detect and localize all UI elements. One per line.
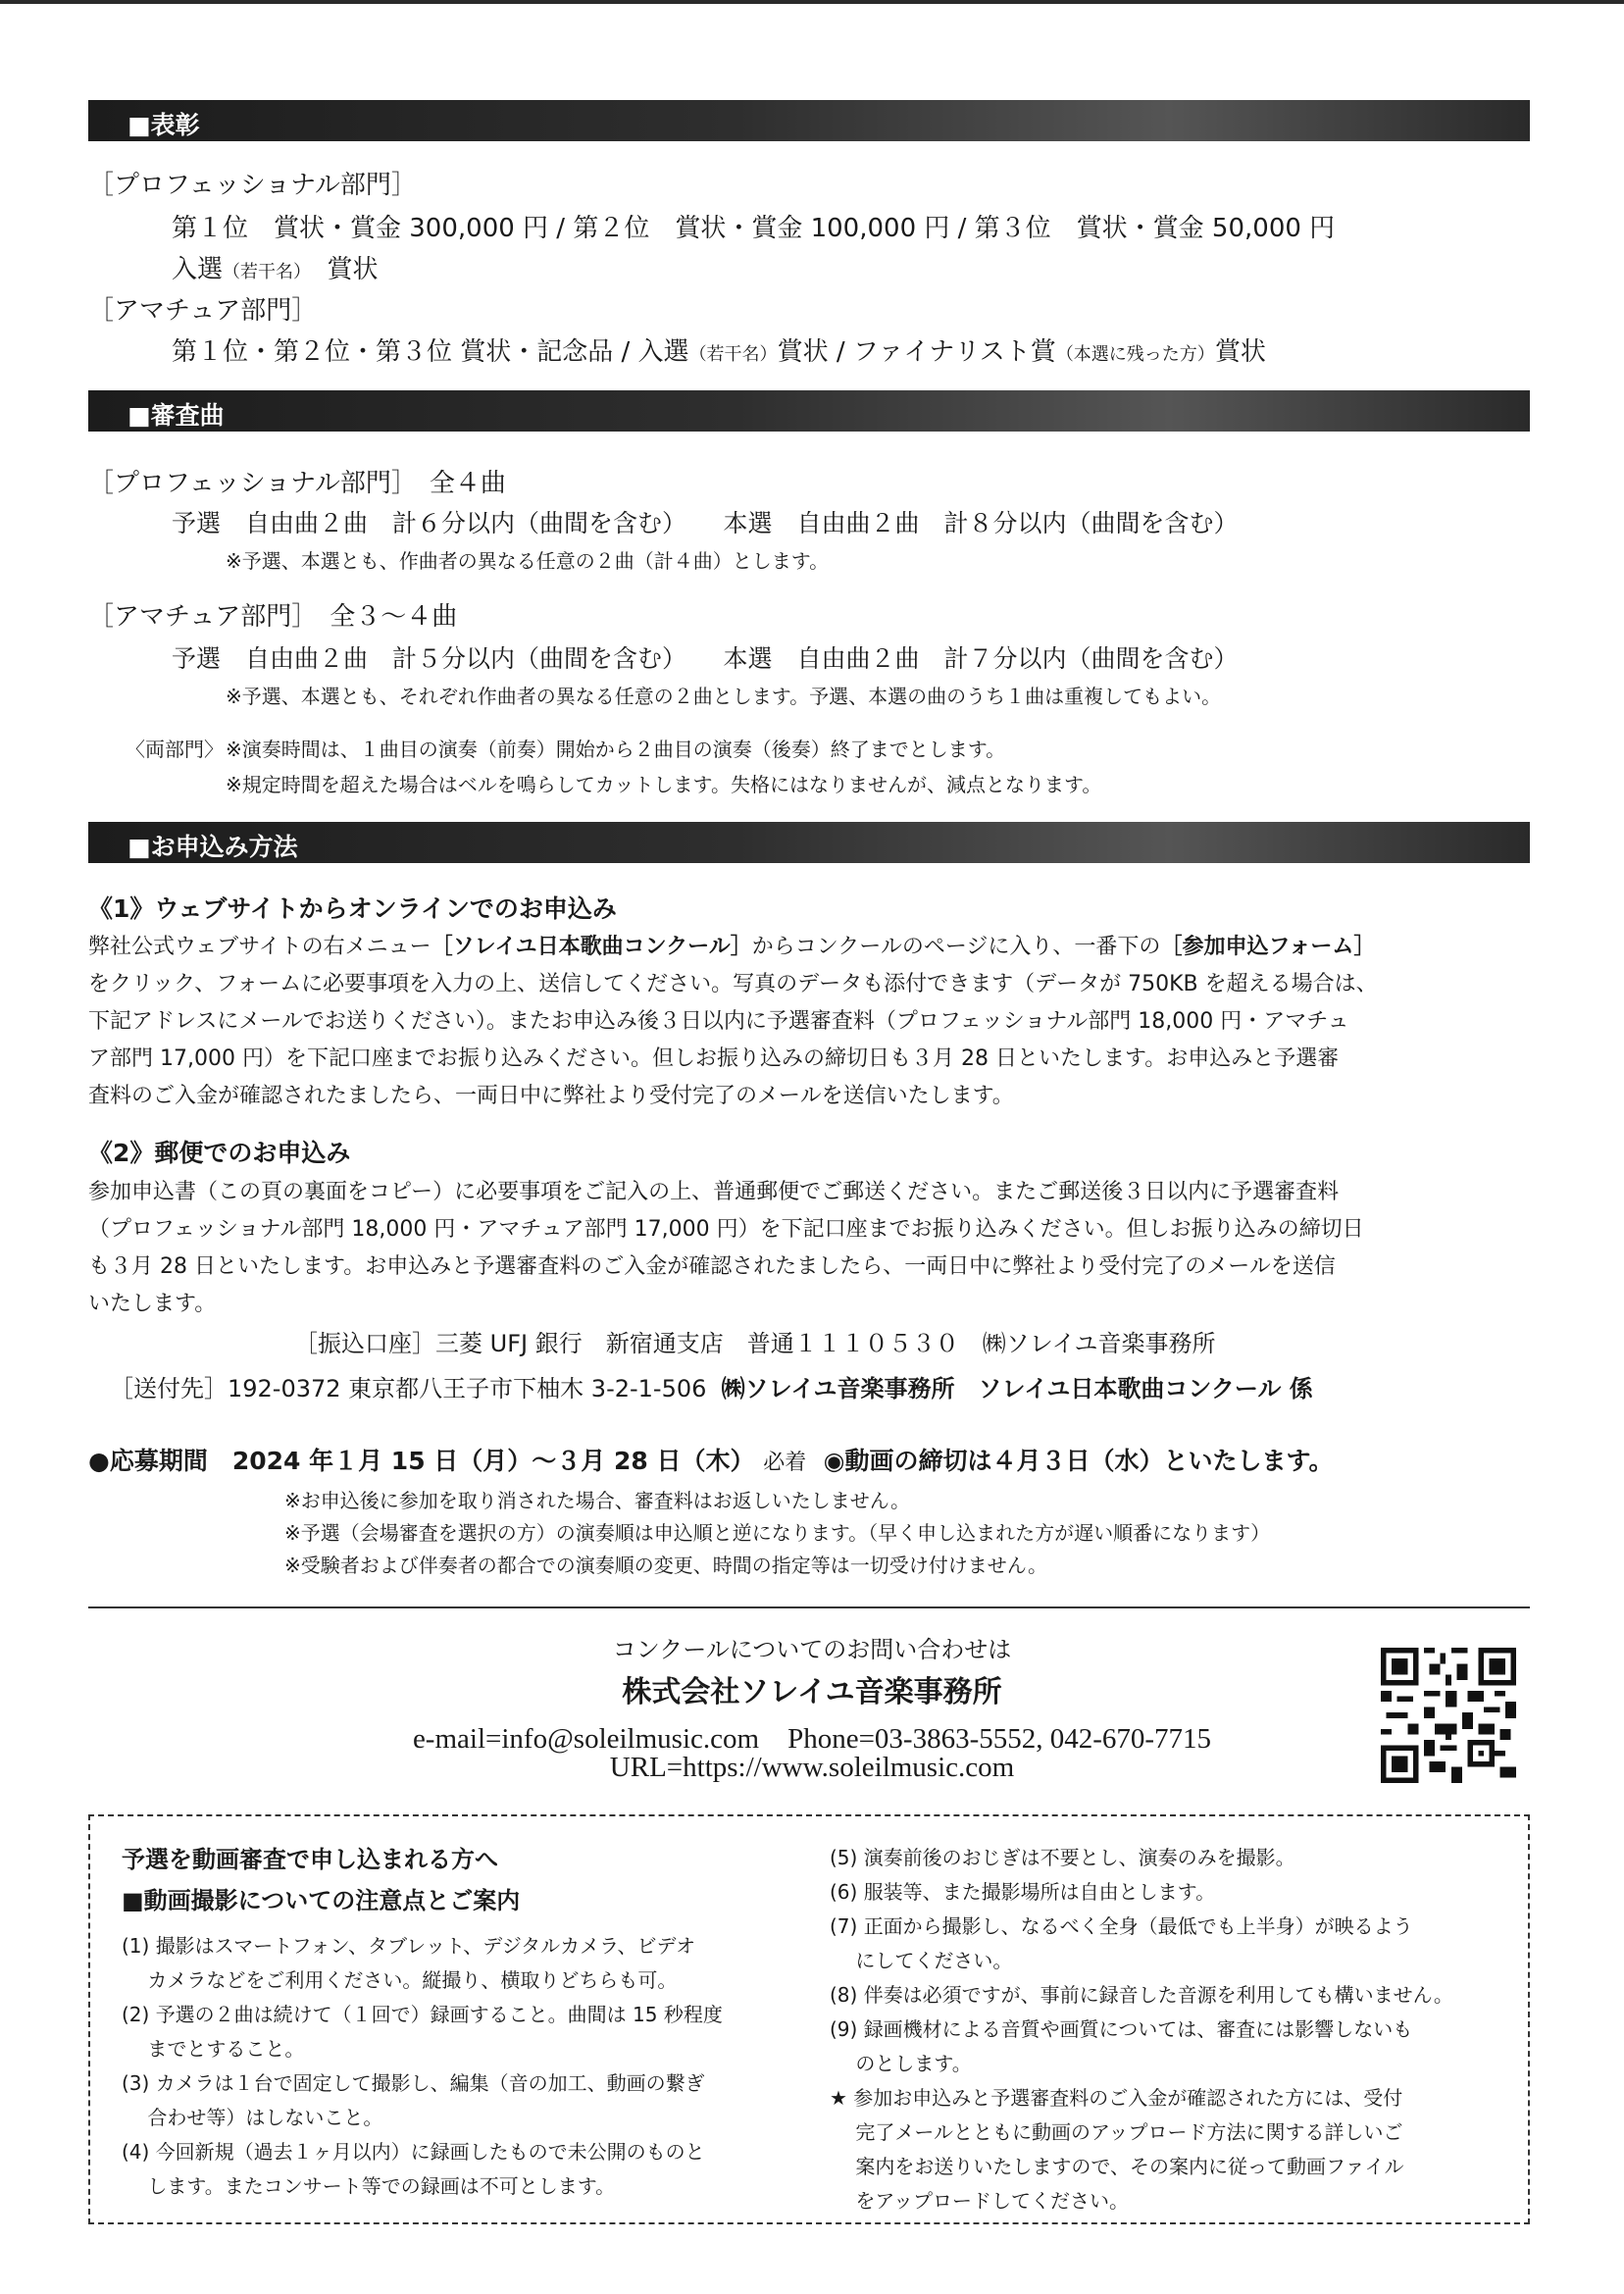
video-right-line-3: (7) 正面から撮影し、なるべく全身（最低でも上半身）が映るよう bbox=[830, 1914, 1413, 1938]
pieces-amateur-line: 予選 自由曲２曲 計５分以内（曲間を含む） 本選 自由曲２曲 計７分以内（曲間を含む） bbox=[172, 644, 1239, 673]
pieces-both-label: 〈両部門〉 bbox=[126, 738, 224, 761]
video-right-line-1: (5) 演奏前後のおじぎは不要とし、演奏のみを撮影。 bbox=[830, 1846, 1295, 1869]
video-left-line-5: (3) カメラは１台で固定して撮影し、編集（音の加工、動画の繋ぎ bbox=[122, 2071, 705, 2095]
section-header-awards bbox=[88, 100, 1530, 141]
apply-online-heading: 《1》ウェブサイトからオンラインでのお申込み bbox=[88, 894, 617, 923]
apply-mail-heading: 《2》郵便でのお申込み bbox=[88, 1139, 351, 1167]
contact-lead: コンクールについてのお問い合わせは bbox=[612, 1636, 1012, 1663]
awards-amateur-line-b: （若干名） bbox=[688, 344, 778, 365]
application-period bbox=[88, 1442, 1333, 1477]
awards-amateur-line-e: 賞状 bbox=[1214, 337, 1266, 367]
section-header-pieces bbox=[88, 390, 1530, 432]
period-note-1: ※お申込後に参加を取り消された場合、審査料はお返しいたしません。 bbox=[284, 1489, 910, 1512]
awards-amateur-line-d: （本選に残った方） bbox=[1055, 344, 1215, 365]
contact-company: 株式会社ソレイユ音楽事務所 bbox=[622, 1675, 1002, 1709]
apply-online-p1-a: 弊社公式ウェブサイトの右メニュー bbox=[88, 935, 431, 959]
mailing-address-a: ［送付先］192-0372 東京都八王子市下柚木 3-2-1-506 bbox=[110, 1375, 707, 1402]
awards-pro-line1: 第１位 賞状・賞金 300,000 円 / 第２位 賞状・賞金 100,000 円 / 第３位 賞状・賞金 50,000 円 bbox=[172, 214, 1336, 243]
video-right-line-10: 案内をお送りいたしますので、その案内に従って動画ファイル bbox=[830, 2155, 1404, 2178]
video-left-line-1: (1) 撮影はスマートフォン、タブレット、デジタルカメラ、ビデオ bbox=[122, 1934, 696, 1958]
apply-online-p1-b: ［ソレイユ日本歌曲コンクール］ bbox=[431, 935, 752, 959]
video-right-line-4: にしてください。 bbox=[830, 1949, 1013, 1972]
awards-pro-line2-c: 賞状 bbox=[327, 255, 379, 284]
pieces-amateur-label: ［アマチュア部門］ 全３～４曲 bbox=[88, 602, 458, 632]
contact-email-phone: e-mail=info@soleilmusic.com Phone=03-3863-5552, 042-670-7715 bbox=[412, 1723, 1212, 1755]
qr-code-icon bbox=[1381, 1648, 1516, 1783]
video-right-line-5: (8) 伴奏は必須ですが、事前に録音した音源を利用しても構いません。 bbox=[830, 1983, 1453, 2007]
apply-online-p4: ア部門 17,000 円）を下記口座までお振り込みください。但しお振り込みの締切日も３月 28 日といたします。お申込みと予選審 bbox=[88, 1046, 1340, 1071]
apply-online-p1-d: ［参加申込フォーム］ bbox=[1160, 935, 1376, 959]
video-right-line-2: (6) 服装等、また撮影場所は自由とします。 bbox=[830, 1880, 1216, 1904]
bank-account: ［振込口座］三菱 UFJ 銀行 新宿通支店 普通１１１０５３０ ㈱ソレイユ音楽事務所 bbox=[294, 1330, 1216, 1357]
pieces-pro-line: 予選 自由曲２曲 計６分以内（曲間を含む） 本選 自由曲２曲 計８分以内（曲間を含む） bbox=[172, 509, 1239, 537]
apply-online-p1 bbox=[88, 930, 1375, 960]
apply-online-p5: 査料のご入金が確認されたましたら、一両日中に弊社より受付完了のメールを送信いたします。 bbox=[88, 1084, 1014, 1108]
period-note-2: ※予選（会場審査を選択の方）の演奏順は申込順と逆になります。（早く申し込まれた方が遅い順番になります） bbox=[284, 1521, 1271, 1545]
video-right-line-11: をアップロードしてください。 bbox=[830, 2189, 1129, 2213]
contact-url[interactable]: URL=https://www.soleilmusic.com bbox=[609, 1752, 1015, 1783]
section-header-apply bbox=[88, 822, 1530, 863]
awards-amateur-label: ［アマチュア部門］ bbox=[88, 296, 318, 326]
video-right-line-7: のとします。 bbox=[830, 2052, 972, 2075]
video-right-line-8: ★ 参加お申込みと予選審査料のご入金が確認された方には、受付 bbox=[830, 2086, 1403, 2110]
section-title-awards: ■表彰 bbox=[127, 111, 200, 139]
video-left-line-8: します。またコンサート等での録画は不可とします。 bbox=[122, 2174, 616, 2198]
apply-mail-p4: いたします。 bbox=[88, 1292, 217, 1316]
period-note-3: ※受験者および伴奏者の都合での演奏順の変更、時間の指定等は一切受け付けません。 bbox=[284, 1554, 1047, 1577]
apply-mail-p1: 参加申込書（この頁の裏面をコピー）に必要事項をご記入の上、普通郵便でご郵送ください。またご郵送後３日以内に予選審査料 bbox=[88, 1180, 1340, 1204]
application-period-b: 必着 bbox=[763, 1451, 807, 1475]
awards-pro-line2-b: （若干名） bbox=[223, 262, 312, 282]
apply-mail-p2: （プロフェッショナル部門 18,000 円・アマチュア部門 17,000 円）を下記口座までお振り込みください。但しお振り込みの締切日 bbox=[88, 1217, 1364, 1242]
pieces-both-note1: ※演奏時間は、１曲目の演奏（前奏）開始から２曲目の演奏（後奏）終了までとします。 bbox=[226, 738, 1006, 761]
video-left-line-2: カメラなどをご利用ください。縦撮り、横取りどちらも可。 bbox=[122, 1968, 678, 1992]
video-left-line-7: (4) 今回新規（過去１ヶ月以内）に録画したもので未公開のものと bbox=[122, 2140, 705, 2164]
video-left-line-4: までとすること。 bbox=[122, 2037, 305, 2061]
awards-amateur-line bbox=[172, 331, 1266, 368]
awards-pro-label: ［プロフェッショナル部門］ bbox=[88, 171, 417, 200]
pieces-amateur-note: ※予選、本選とも、それぞれ作曲者の異なる任意の２曲とします。予選、本選の曲のうち１曲は重複してもよい。 bbox=[226, 685, 1222, 708]
video-subheading: ■動画撮影についての注意点とご案内 bbox=[122, 1887, 521, 1914]
pieces-pro-label: ［プロフェッショナル部門］ 全４曲 bbox=[88, 469, 506, 498]
mailing-address-b: ㈱ソレイユ音楽事務所 ソレイユ日本歌曲コンクール 係 bbox=[721, 1375, 1313, 1402]
video-right-line-9: 完了メールとともに動画のアップロード方法に関する詳しいご bbox=[830, 2120, 1403, 2144]
video-heading: 予選を動画審査で申し込まれる方へ bbox=[122, 1846, 498, 1873]
pieces-pro-note: ※予選、本選とも、作曲者の異なる任意の２曲（計４曲）とします。 bbox=[226, 549, 830, 573]
video-left-line-3: (2) 予選の２曲は続けて（１回で）録画すること。曲間は 15 秒程度 bbox=[122, 2003, 723, 2026]
apply-online-p1-c: からコンクールのページに入り、一番下の bbox=[751, 935, 1161, 959]
apply-mail-p3: も３月 28 日といたします。お申込みと予選審査料のご入金が確認されたましたら、一両日中に弊社より受付完了のメールを送信 bbox=[88, 1254, 1336, 1279]
application-period-a: ●応募期間 2024 年１月 15 日（月）～３月 28 日（木） bbox=[88, 1447, 755, 1475]
awards-pro-line2 bbox=[172, 249, 379, 285]
awards-amateur-line-a: 第１位・第２位・第３位 賞状・記念品 / 入選 bbox=[172, 337, 689, 367]
mailing-address bbox=[110, 1369, 1313, 1403]
video-right-line-6: (9) 録画機材による音質や画質については、審査には影響しないも bbox=[830, 2017, 1413, 2041]
pieces-both-note2: ※規定時間を超えた場合はベルを鳴らしてカットします。失格にはなりませんが、減点となります。 bbox=[226, 773, 1102, 796]
awards-amateur-line-c: 賞状 / ファイナリスト賞 bbox=[777, 337, 1056, 367]
top-border-line bbox=[0, 0, 1624, 4]
section-title-pieces: ■審査曲 bbox=[127, 401, 225, 430]
awards-pro-line2-a: 入選 bbox=[172, 255, 224, 284]
section-title-apply: ■お申込み方法 bbox=[127, 833, 298, 861]
video-left-line-6: 合わせ等）はしないこと。 bbox=[122, 2106, 383, 2129]
application-period-c: ◉動画の締切は４月３日（水）といたします。 bbox=[823, 1447, 1334, 1475]
apply-online-p3: 下記アドレスにメールでお送りください）。またお申込み後３日以内に予選審査料（プロフェッショナル部門 18,000 円・アマチュ bbox=[88, 1009, 1349, 1034]
apply-online-p2: をクリック、フォームに必要事項を入力の上、送信してください。写真のデータも添付できます（データが 750KB を超える場合は、 bbox=[88, 972, 1378, 996]
divider-rule bbox=[88, 1606, 1530, 1608]
